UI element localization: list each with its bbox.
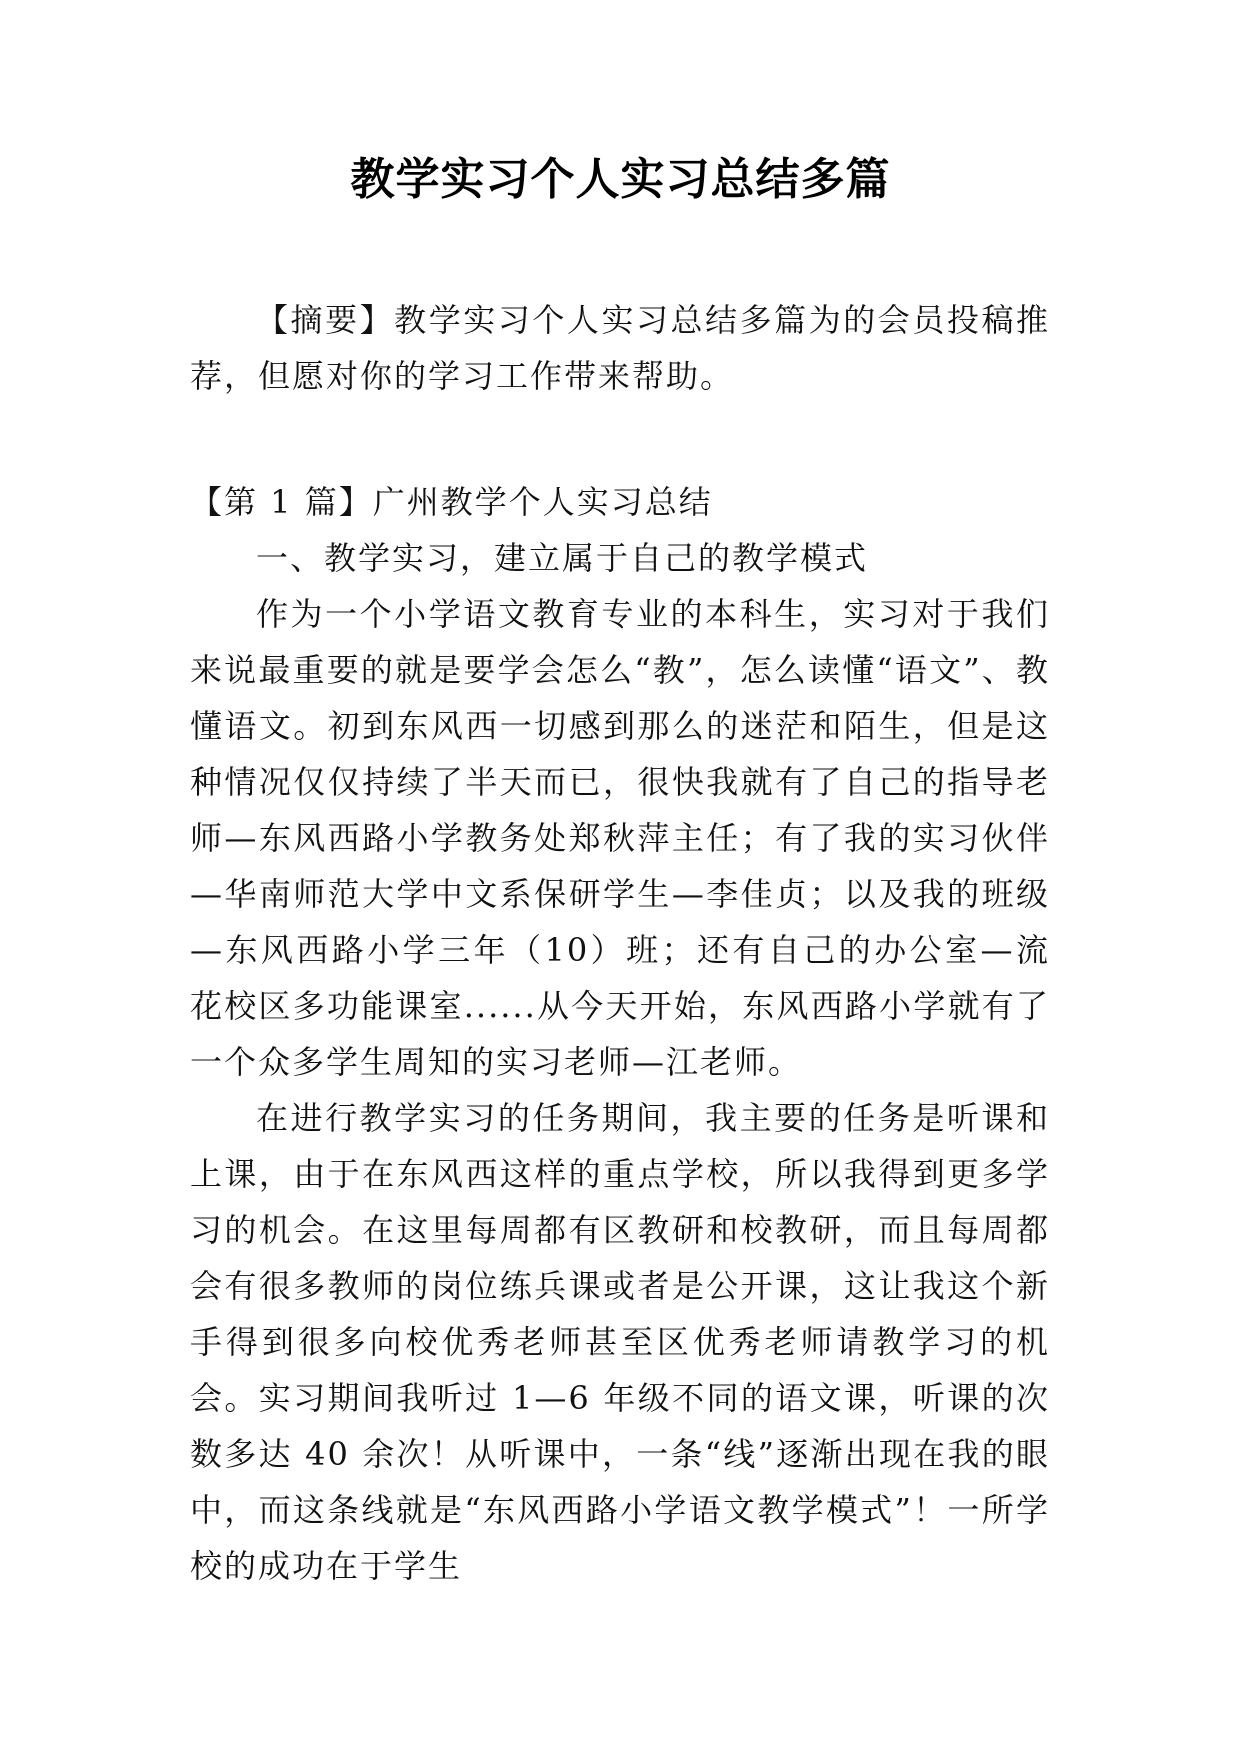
summary-paragraph: 【摘要】教学实习个人实习总结多篇为的会员投稿推荐，但愿对你的学习工作带来帮助。 — [190, 301, 1050, 395]
subheading: 一、教学实习，建立属于自己的教学模式 — [256, 539, 869, 577]
document-title: 教学实习个人实习总结多篇 — [350, 154, 891, 205]
body-paragraph: 在进行教学实习的任务期间，我主要的任务是听课和上课，由于在东风西这样的重点学校，所以我得到更多学习的机会。在这里每周都有区教研和校教研，而且每周都会有很多教师的岗位练兵课或者是公开课，这让我这个新手得到很多向校优秀老师甚至区优秀老师请教学习的机会。实习期间我听过 1—6 年级不同的语文课，听课的次数多达 40 余次！从听课中，一条“线”逐渐出现在我的眼中，而这条线就是“东风西路小学语文教学模式”！一所学校的成功在于学生 — [190, 1099, 1050, 1585]
section-heading: 【第 1 篇】广州教学个人实习总结 — [190, 483, 713, 521]
document-body — [190, 292, 1050, 1594]
body-paragraph: 作为一个小学语文教育专业的本科生，实习对于我们来说最重要的就是要学会怎么“教”，怎么读懂“语文”、教懂语文。初到东风西一切感到那么的迷茫和陌生，但是这种情况仅仅持续了半天而已，很快我就有了自己的指导老师—东风西路小学教务处郑秋萍主任；有了我的实习伙伴—华南师范大学中文系保研学生—李佳贞；以及我的班级—东风西路小学三年（10）班；还有自己的办公室—流花校区多功能课室......从今天开始，东风西路小学就有了一个众多学生周知的实习老师—江老师。 — [190, 595, 1050, 1081]
